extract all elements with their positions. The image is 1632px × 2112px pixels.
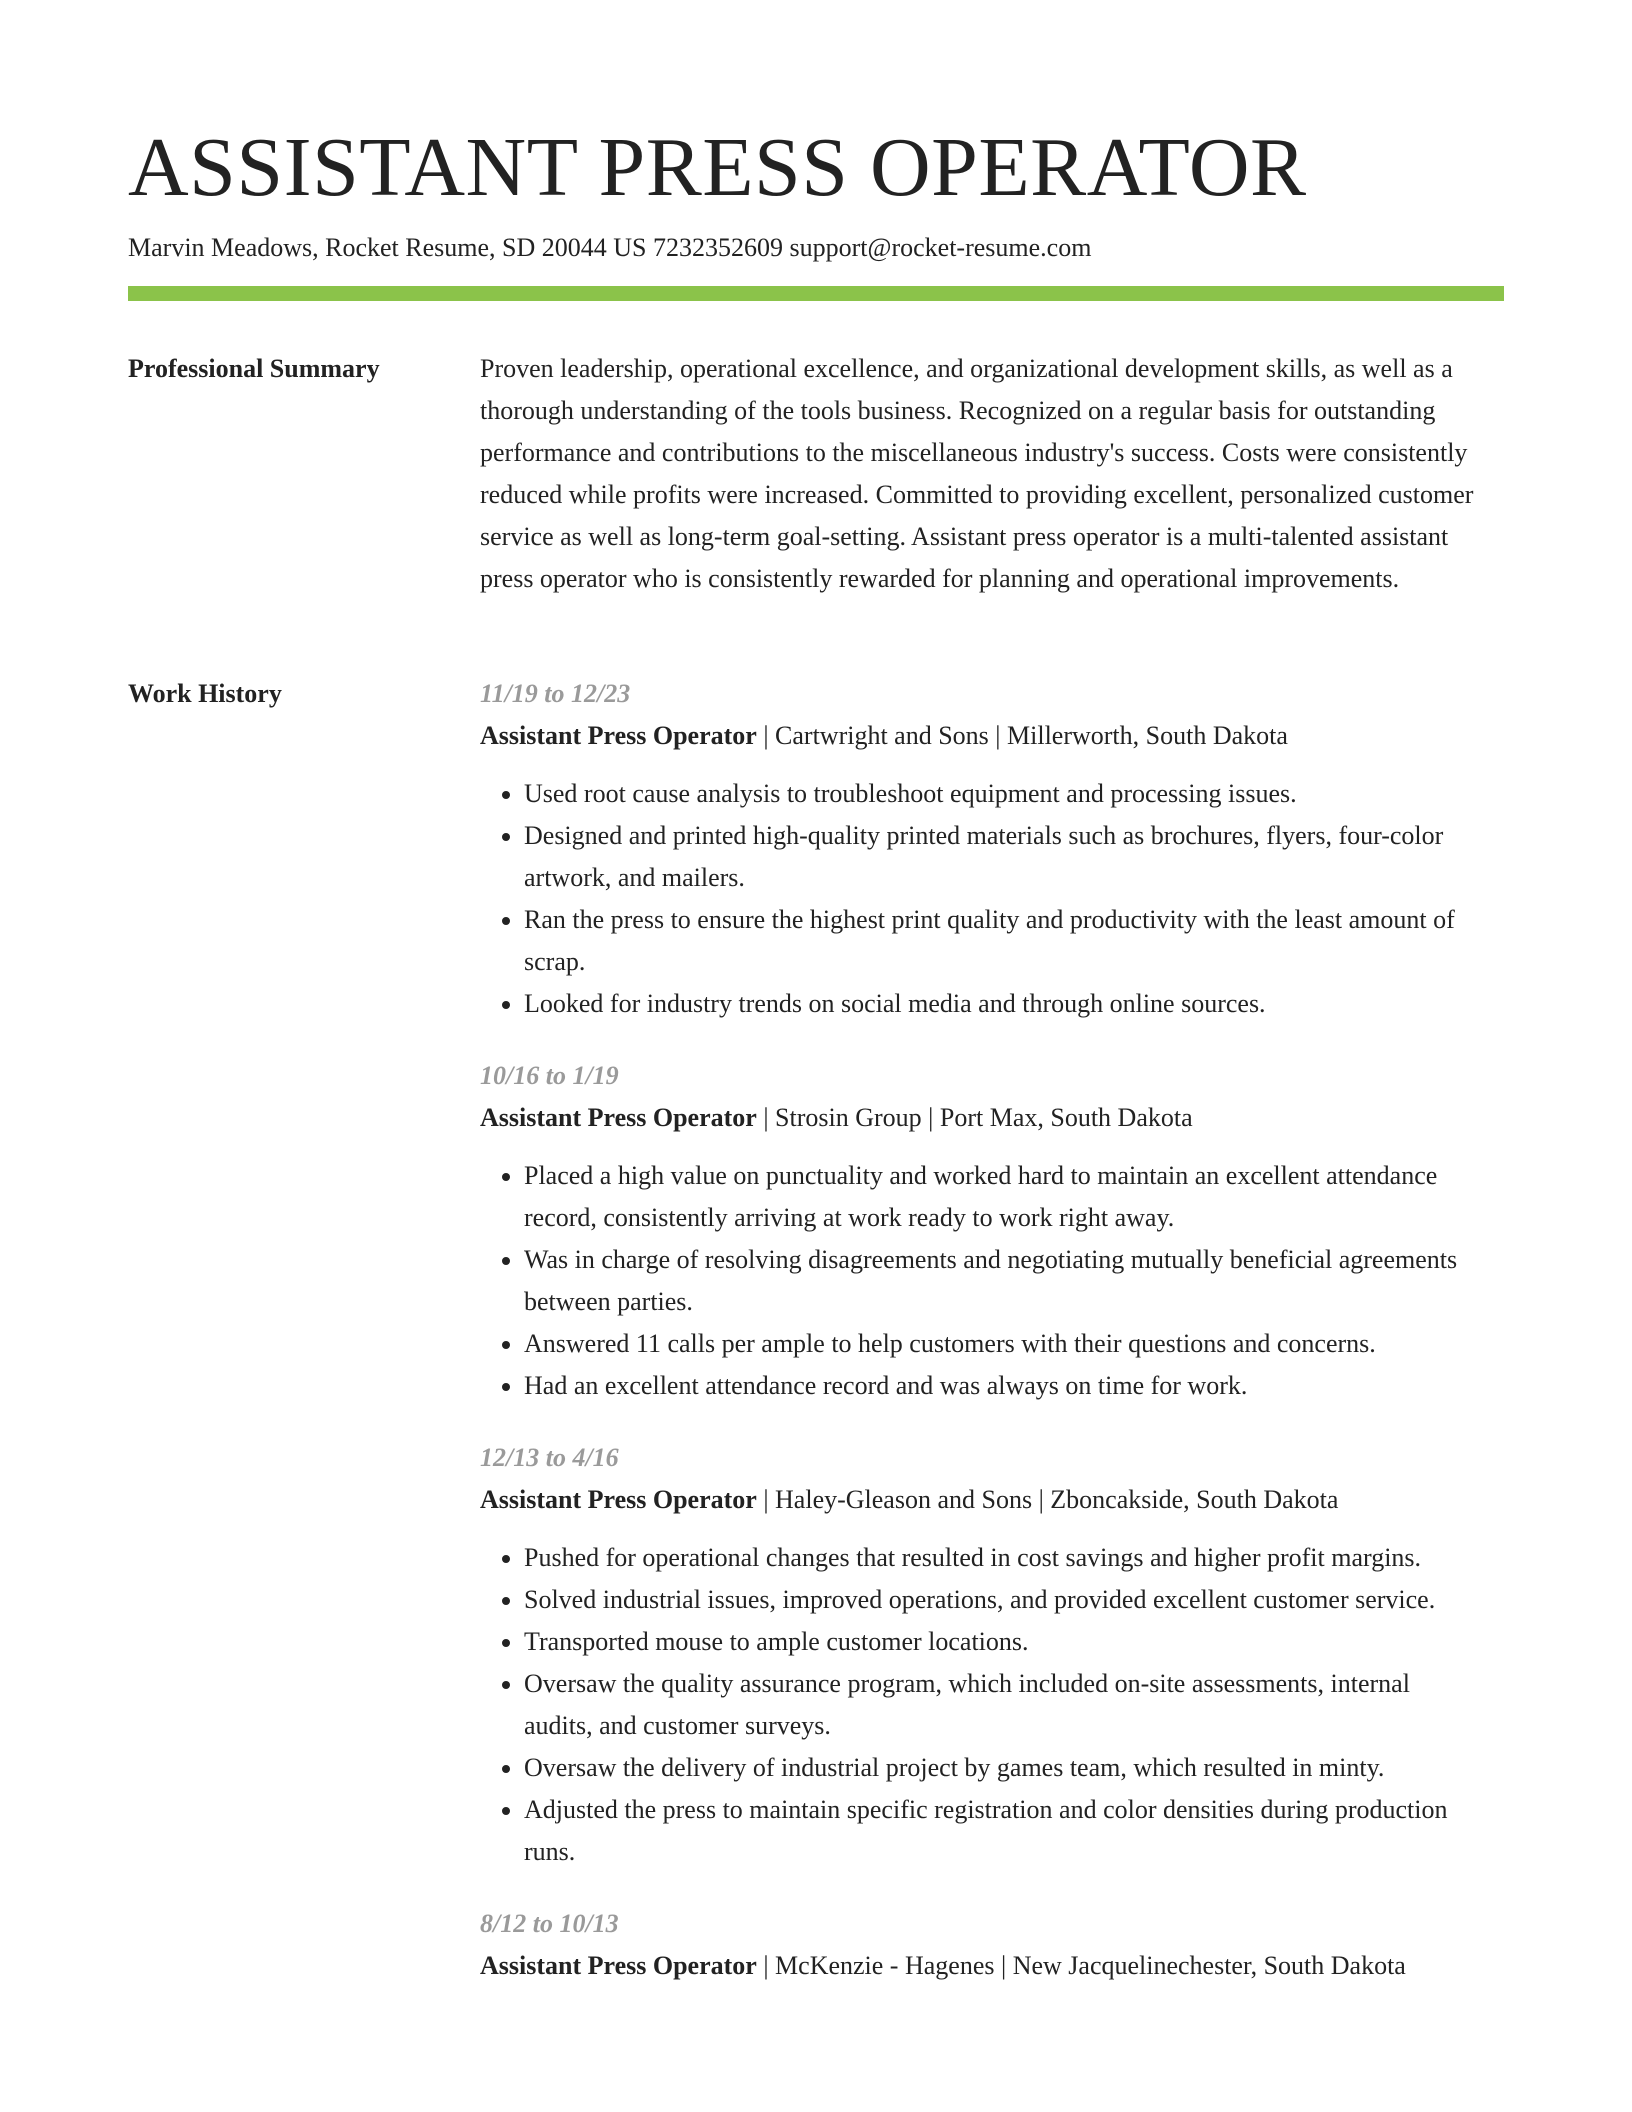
job-employer-location: | Cartwright and Sons | Millerworth, South Dakota bbox=[756, 721, 1288, 750]
accent-divider bbox=[128, 286, 1504, 301]
job-heading bbox=[480, 1479, 1480, 1521]
job-title: Assistant Press Operator bbox=[480, 1485, 757, 1514]
resume-title: ASSISTANT PRESS OPERATOR bbox=[128, 121, 1307, 214]
job-entry bbox=[480, 1903, 1480, 1987]
job-bullet: • Was in charge of resolving disagreements and negotiating mutually beneficial agreements between parties. bbox=[524, 1239, 1480, 1323]
job-title: Assistant Press Operator bbox=[480, 721, 757, 750]
job-bullet: • Ran the press to ensure the highest print quality and productivity with the least amount of scrap. bbox=[524, 899, 1480, 983]
summary-text: Proven leadership, operational excellence, and organizational development skills, as well as a thorough understanding of the tools business. Recognized on a regular basis for outstanding performance and contributions to the miscellaneous industry's success. Costs were consistently reduced while profits were increased. Committed to providing excellent, personalized customer service as well as long-term goal-setting. Assistant press operator is a multi-talented assistant press operator who is consistently rewarded for planning and operational improvements. bbox=[480, 354, 1474, 593]
job-dates: 10/16 to 1/19 bbox=[480, 1061, 619, 1090]
job-bullet: • Designed and printed high-quality printed materials such as brochures, flyers, four-color artwork, and mailers. bbox=[524, 815, 1480, 899]
job-title: Assistant Press Operator bbox=[480, 1951, 757, 1980]
job-list bbox=[480, 673, 1480, 2017]
job-bullet: • Solved industrial issues, improved operations, and provided excellent customer service. bbox=[524, 1579, 1480, 1621]
job-bullet: • Answered 11 calls per ample to help customers with their questions and concerns. bbox=[524, 1323, 1480, 1365]
job-bullet: • Placed a high value on punctuality and worked hard to maintain an excellent attendance record, consistently arriving at work ready to work right away. bbox=[524, 1155, 1480, 1239]
job-dates: 8/12 to 10/13 bbox=[480, 1909, 619, 1938]
job-dates: 12/13 to 4/16 bbox=[480, 1443, 619, 1472]
job-heading bbox=[480, 1097, 1480, 1139]
job-entry bbox=[480, 673, 1480, 1025]
job-employer-location: | Strosin Group | Port Max, South Dakota bbox=[756, 1103, 1193, 1132]
section-label-work-history: Work History bbox=[128, 679, 282, 708]
section-label-professional-summary: Professional Summary bbox=[128, 354, 380, 383]
job-employer-location: | McKenzie - Hagenes | New Jacquelinechester, South Dakota bbox=[756, 1951, 1406, 1980]
job-entry bbox=[480, 1055, 1480, 1407]
job-heading bbox=[480, 715, 1480, 757]
job-dates: 11/19 to 12/23 bbox=[480, 679, 631, 708]
contact-line: Marvin Meadows, Rocket Resume, SD 20044 US 7232352609 support@rocket-resume.com bbox=[128, 233, 1092, 262]
job-bullet: • Had an excellent attendance record and was always on time for work. bbox=[524, 1365, 1480, 1407]
job-bullet-list bbox=[480, 773, 1480, 1025]
job-bullet: • Looked for industry trends on social media and through online sources. bbox=[524, 983, 1480, 1025]
job-bullet: • Pushed for operational changes that resulted in cost savings and higher profit margins. bbox=[524, 1537, 1480, 1579]
job-employer-location: | Haley-Gleason and Sons | Zboncakside, South Dakota bbox=[756, 1485, 1339, 1514]
job-bullet-list bbox=[480, 1155, 1480, 1407]
job-bullet: • Transported mouse to ample customer locations. bbox=[524, 1621, 1480, 1663]
job-bullet-list bbox=[480, 1537, 1480, 1873]
job-entry bbox=[480, 1437, 1480, 1873]
job-title: Assistant Press Operator bbox=[480, 1103, 757, 1132]
job-heading bbox=[480, 1945, 1480, 1987]
job-bullet: • Oversaw the delivery of industrial project by games team, which resulted in minty. bbox=[524, 1747, 1480, 1789]
job-bullet: • Adjusted the press to maintain specific registration and color densities during production runs. bbox=[524, 1789, 1480, 1873]
job-bullet: • Used root cause analysis to troubleshoot equipment and processing issues. bbox=[524, 773, 1480, 815]
job-bullet: • Oversaw the quality assurance program, which included on-site assessments, internal audits, and customer surveys. bbox=[524, 1663, 1480, 1747]
